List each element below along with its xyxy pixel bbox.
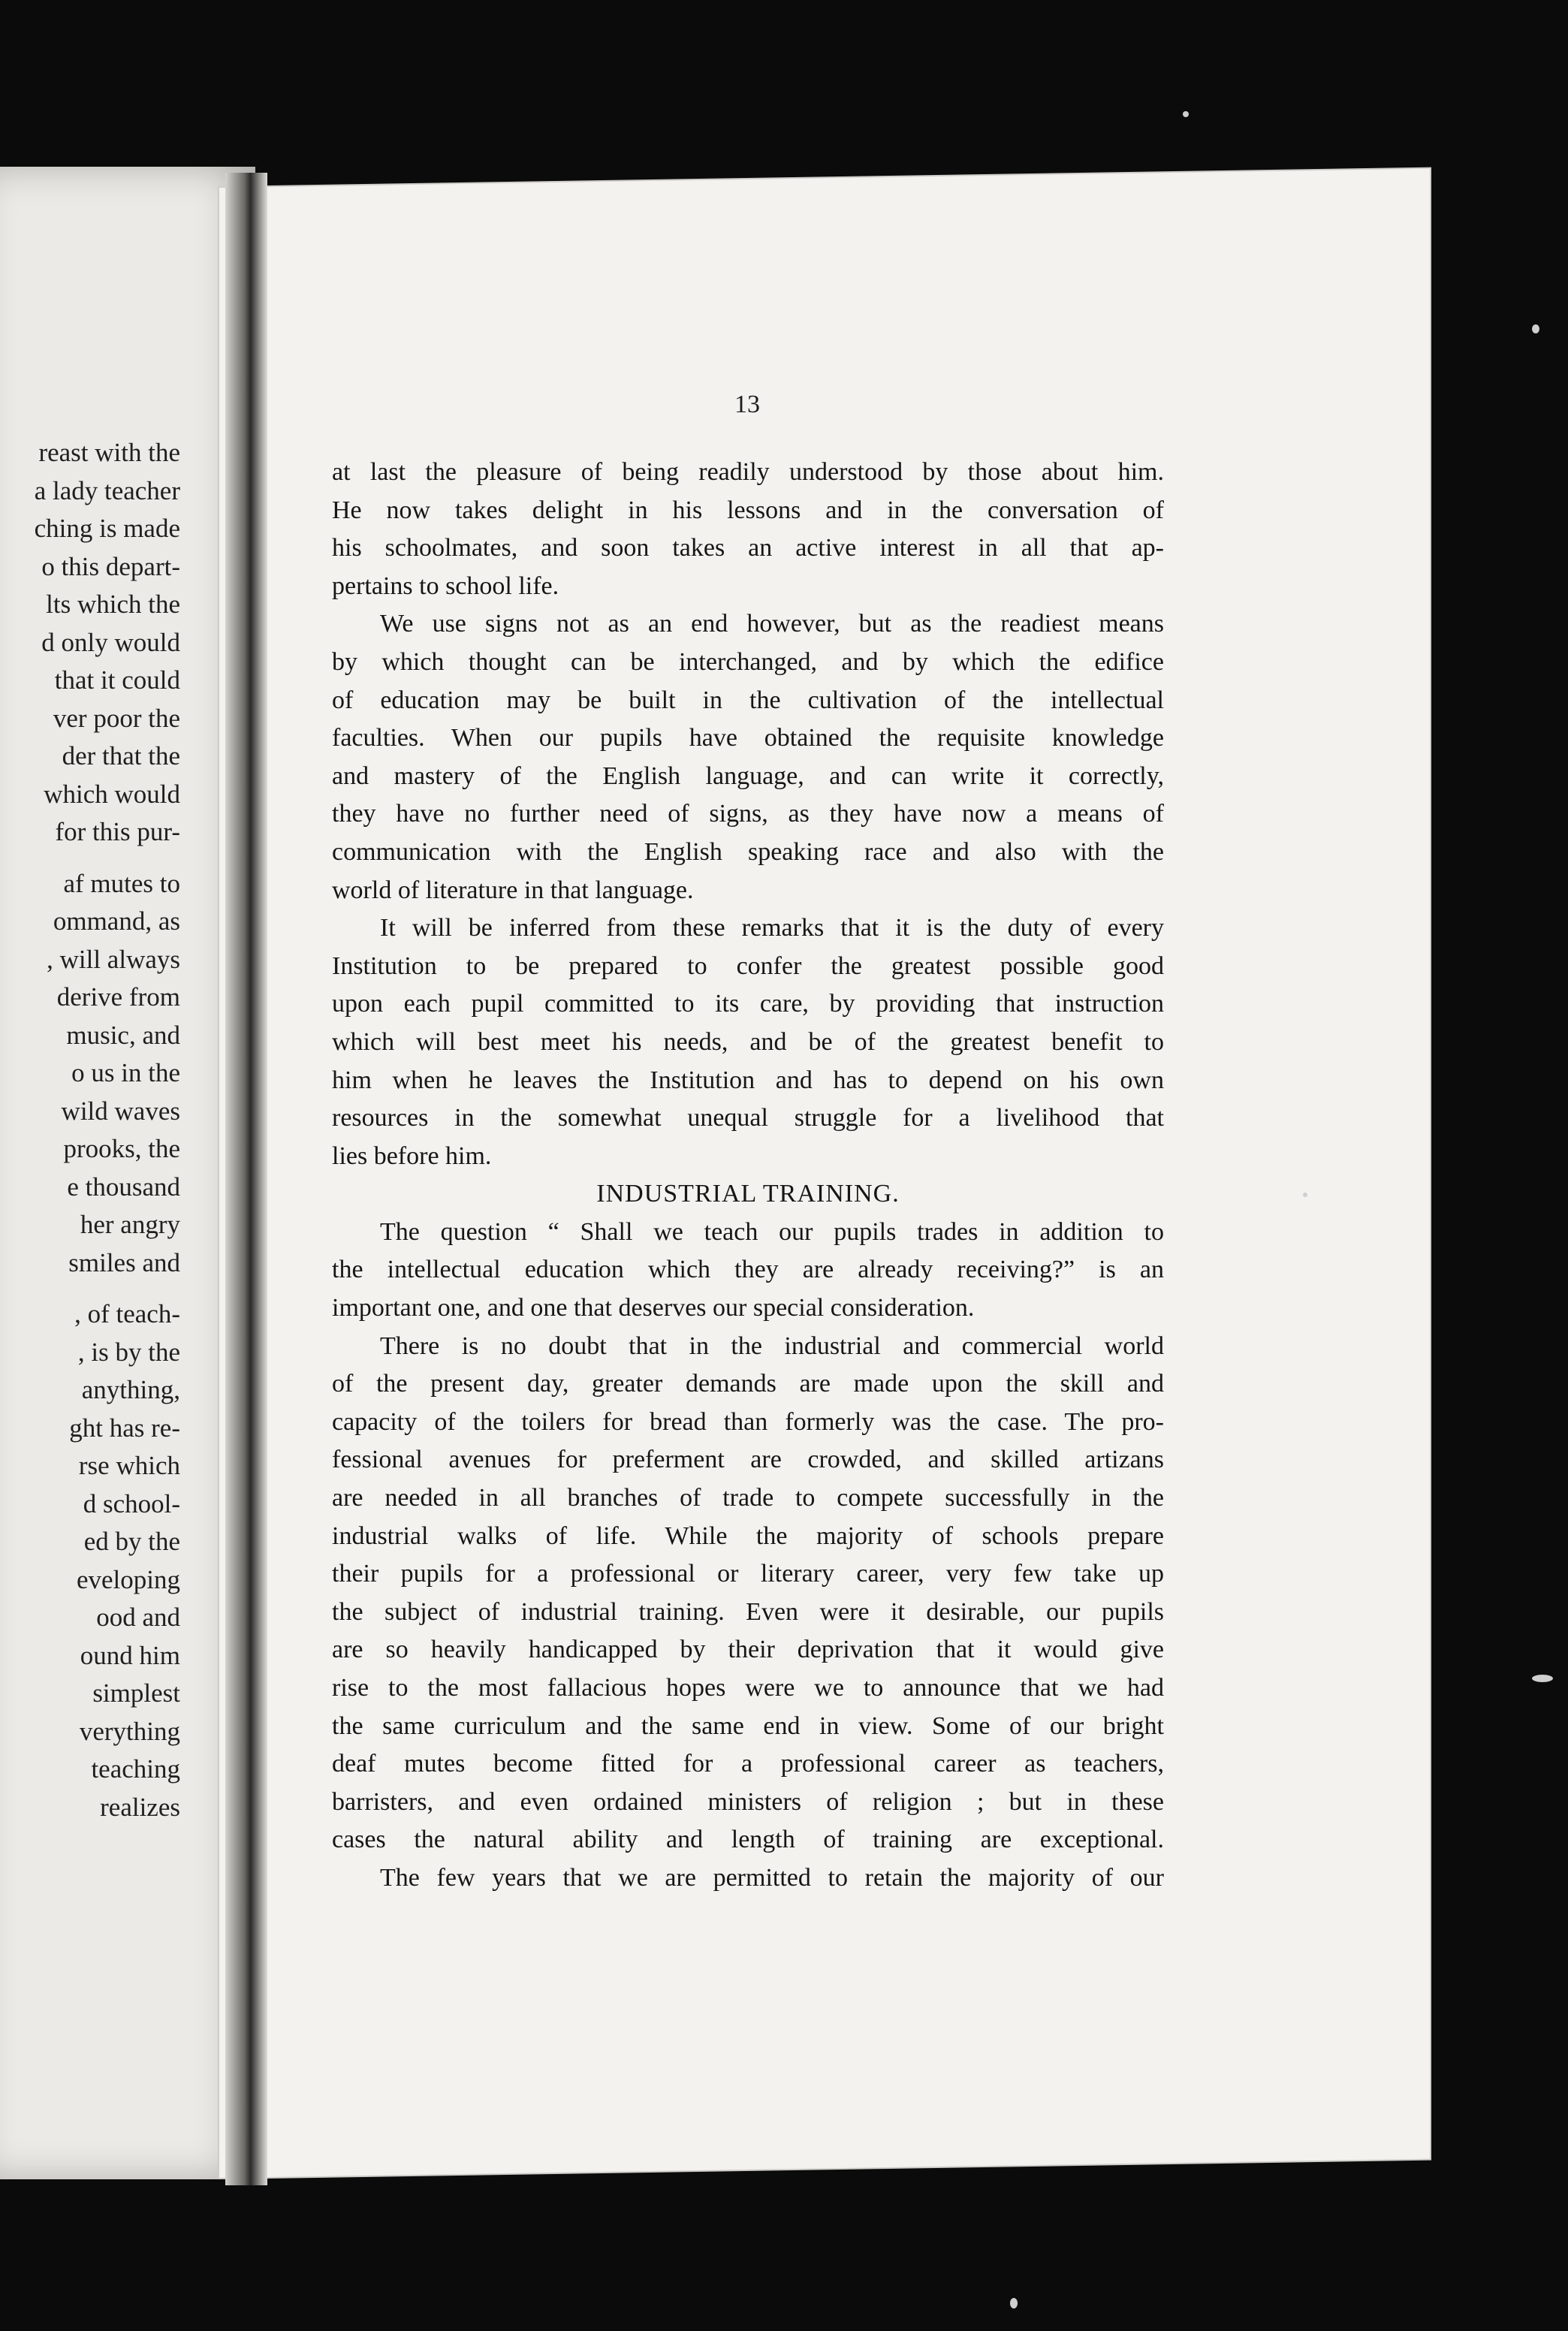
text-line: world of literature in that language.: [332, 876, 694, 904]
text-line: fessional avenues for preferment are crowded, and skilled artizans: [332, 1446, 1164, 1474]
text-line: barristers, and even ordained ministers of religion ; but in these: [332, 1787, 1164, 1816]
left-page-line: der that the: [62, 741, 180, 770]
dust-speck: [1183, 111, 1189, 117]
text-line: capacity of the toilers for bread than formerly was the case. The pro-: [332, 1407, 1164, 1436]
left-page-line: derive from: [56, 982, 180, 1012]
left-page-line: d only would: [41, 627, 180, 657]
text-line: deaf mutes become fitted for a professional career as teachers,: [332, 1750, 1164, 1778]
text-line: He now takes delight in his lessons and in the conversation of: [332, 496, 1164, 524]
dust-speck: [1532, 324, 1539, 333]
dust-speck: [1010, 2298, 1018, 2308]
text-line: The few years that we are permitted to retain the majority of our: [380, 1863, 1164, 1892]
book-gutter: [225, 173, 267, 2185]
paragraph-gap: [0, 852, 180, 865]
left-page-line: prooks, the: [63, 1134, 180, 1163]
dust-speck: [1532, 1675, 1553, 1682]
text-line: of the present day, greater demands are made upon the skill and: [332, 1370, 1164, 1398]
left-page-line: verything: [79, 1716, 180, 1746]
text-line: We use signs not as an end however, but as the readiest means: [380, 610, 1164, 638]
left-page-line: which would: [44, 779, 180, 809]
text-line: the intellectual education which they are already receiving?” is an: [332, 1256, 1164, 1284]
text-line: faculties. When our pupils have obtained the requisite knowledge: [332, 724, 1164, 752]
page-body: [332, 454, 1164, 1898]
left-page-line: ood and: [96, 1603, 180, 1632]
left-page-line: realizes: [100, 1792, 180, 1822]
left-page-line: for this pur-: [55, 817, 180, 846]
left-page-line: lts which the: [46, 590, 180, 619]
text-line: upon each pupil committed to its care, by providing that instruction: [332, 990, 1164, 1018]
left-page-line: , will always: [47, 944, 180, 974]
left-page-line: that it could: [54, 665, 180, 695]
text-line: are so heavily handicapped by their deprivation that it would give: [332, 1636, 1164, 1664]
left-page-line: o us in the: [71, 1058, 180, 1087]
left-page-line: ver poor the: [53, 703, 180, 733]
section-heading: INDUSTRIAL TRAINING.: [596, 1180, 900, 1208]
paragraph-gap: [0, 1282, 180, 1295]
text-line: of education may be built in the cultivation of the intellectual: [332, 686, 1164, 714]
text-line: him when he leaves the Institution and has to depend on his own: [332, 1066, 1164, 1094]
text-line: and mastery of the English language, and can write it correctly,: [332, 761, 1164, 790]
text-line: the subject of industrial training. Even were it desirable, our pupils: [332, 1597, 1164, 1626]
left-page-line: ching is made: [34, 514, 180, 543]
left-page-line: ed by the: [83, 1527, 180, 1556]
dust-speck: [1303, 1193, 1307, 1197]
left-page-line: ound him: [80, 1640, 180, 1670]
left-page-line: d school-: [83, 1488, 180, 1518]
text-line: communication with the English speaking race and also with the: [332, 837, 1164, 866]
text-line: by which thought can be interchanged, and by which the edifice: [332, 647, 1164, 676]
left-page-line: o this depart-: [41, 551, 180, 581]
text-line: There is no doubt that in the industrial and commercial world: [380, 1331, 1164, 1360]
left-page-line: ommand, as: [53, 906, 180, 936]
left-page-line: her angry: [80, 1210, 180, 1239]
left-page-line: reast with the: [38, 438, 180, 467]
text-line: It will be inferred from these remarks that it is the duty of every: [380, 914, 1164, 942]
left-page-line: smiles and: [68, 1247, 180, 1277]
text-line: they have no further need of signs, as they have now a means of: [332, 800, 1164, 828]
left-page-line: , of teach-: [74, 1299, 180, 1328]
left-page-text: [0, 434, 180, 1826]
text-line: lies before him.: [332, 1141, 492, 1170]
text-line: the same curriculum and the same end in view. Some of our bright: [332, 1711, 1164, 1740]
left-page-line: teaching: [91, 1754, 180, 1784]
text-line: industrial walks of life. While the majority of schools prepare: [332, 1521, 1164, 1550]
left-page-line: ght has re-: [69, 1413, 180, 1443]
left-page-line: wild waves: [61, 1096, 180, 1126]
page-number: 13: [734, 391, 760, 418]
text-line: their pupils for a professional or literary career, very few take up: [332, 1560, 1164, 1588]
text-line: his schoolmates, and soon takes an active interest in all that ap-: [332, 534, 1164, 562]
left-page-line: , is by the: [77, 1337, 180, 1367]
left-page-line: e thousand: [67, 1172, 180, 1202]
text-line: The question “ Shall we teach our pupils trades in addition to: [380, 1217, 1164, 1246]
left-page-line: simplest: [92, 1678, 180, 1708]
text-line: rise to the most fallacious hopes were we to announce that we had: [332, 1674, 1164, 1702]
text-line: important one, and one that deserves our special consideration.: [332, 1294, 975, 1322]
text-line: Institution to be prepared to confer the greatest possible good: [332, 951, 1164, 980]
left-page-line: rse which: [78, 1451, 180, 1480]
text-line: resources in the somewhat unequal struggle for a livelihood that: [332, 1104, 1164, 1132]
text-line: are needed in all branches of trade to compete successfully in the: [332, 1484, 1164, 1512]
left-page-line: af mutes to: [63, 868, 180, 898]
text-line: which will best meet his needs, and be of the greatest benefit to: [332, 1027, 1164, 1056]
text-line: pertains to school life.: [332, 571, 559, 600]
text-line: at last the pleasure of being readily understood by those about him.: [332, 458, 1164, 486]
left-page-line: music, and: [66, 1020, 180, 1050]
left-page-line: anything,: [81, 1375, 180, 1404]
text-line: cases the natural ability and length of training are exceptional.: [332, 1826, 1164, 1854]
left-page-line: a lady teacher: [34, 475, 180, 505]
left-page-line: eveloping: [76, 1564, 180, 1594]
